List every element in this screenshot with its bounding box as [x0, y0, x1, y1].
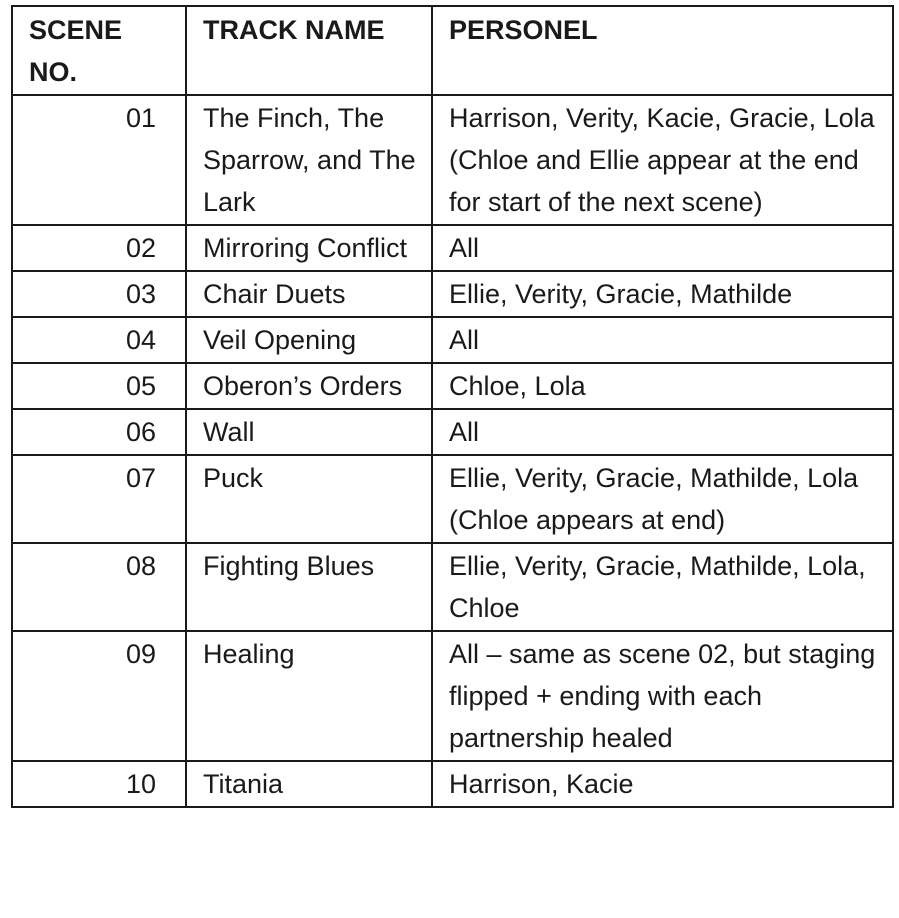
track-name-cell: Healing: [186, 631, 432, 761]
scene-number-cell: 04: [12, 317, 186, 363]
scene-number-cell: 06: [12, 409, 186, 455]
table-row: [12, 363, 893, 409]
table-row: [12, 631, 893, 761]
track-name-cell: Puck: [186, 455, 432, 543]
personel-cell: Harrison, Verity, Kacie, Gracie, Lola (Chloe and Ellie appear at the end for start of the next scene): [432, 95, 893, 225]
personel-cell: Chloe, Lola: [432, 363, 893, 409]
table-row: [12, 95, 893, 225]
track-name-cell: Fighting Blues: [186, 543, 432, 631]
personel-cell: All: [432, 409, 893, 455]
track-name-cell: Veil Opening: [186, 317, 432, 363]
header-scene-no: SCENE NO.: [12, 6, 186, 95]
scene-number-cell: 10: [12, 761, 186, 807]
scene-number-cell: 08: [12, 543, 186, 631]
scene-number-cell: 05: [12, 363, 186, 409]
personel-cell: Ellie, Verity, Gracie, Mathilde: [432, 271, 893, 317]
table-header: [12, 6, 893, 95]
personel-cell: All – same as scene 02, but staging flipped + ending with each partnership healed: [432, 631, 893, 761]
table-row: [12, 317, 893, 363]
table-row: [12, 271, 893, 317]
table-row: [12, 455, 893, 543]
scene-track-table: [11, 5, 894, 808]
track-name-cell: Mirroring Conflict: [186, 225, 432, 271]
personel-cell: Ellie, Verity, Gracie, Mathilde, Lola, Chloe: [432, 543, 893, 631]
table-row: [12, 409, 893, 455]
scene-number-cell: 07: [12, 455, 186, 543]
scene-number-cell: 03: [12, 271, 186, 317]
table-row: [12, 225, 893, 271]
scene-number-cell: 02: [12, 225, 186, 271]
track-name-cell: Oberon’s Orders: [186, 363, 432, 409]
header-personel: PERSONEL: [432, 6, 893, 95]
table-row: [12, 543, 893, 631]
table-body: [12, 95, 893, 807]
header-track-name: TRACK NAME: [186, 6, 432, 95]
header-row: [12, 6, 893, 95]
scene-number-cell: 01: [12, 95, 186, 225]
personel-cell: All: [432, 317, 893, 363]
table-row: [12, 761, 893, 807]
track-name-cell: The Finch, The Sparrow, and The Lark: [186, 95, 432, 225]
track-name-cell: Wall: [186, 409, 432, 455]
personel-cell: All: [432, 225, 893, 271]
personel-cell: Harrison, Kacie: [432, 761, 893, 807]
personel-cell: Ellie, Verity, Gracie, Mathilde, Lola (Chloe appears at end): [432, 455, 893, 543]
track-name-cell: Chair Duets: [186, 271, 432, 317]
track-name-cell: Titania: [186, 761, 432, 807]
scene-number-cell: 09: [12, 631, 186, 761]
